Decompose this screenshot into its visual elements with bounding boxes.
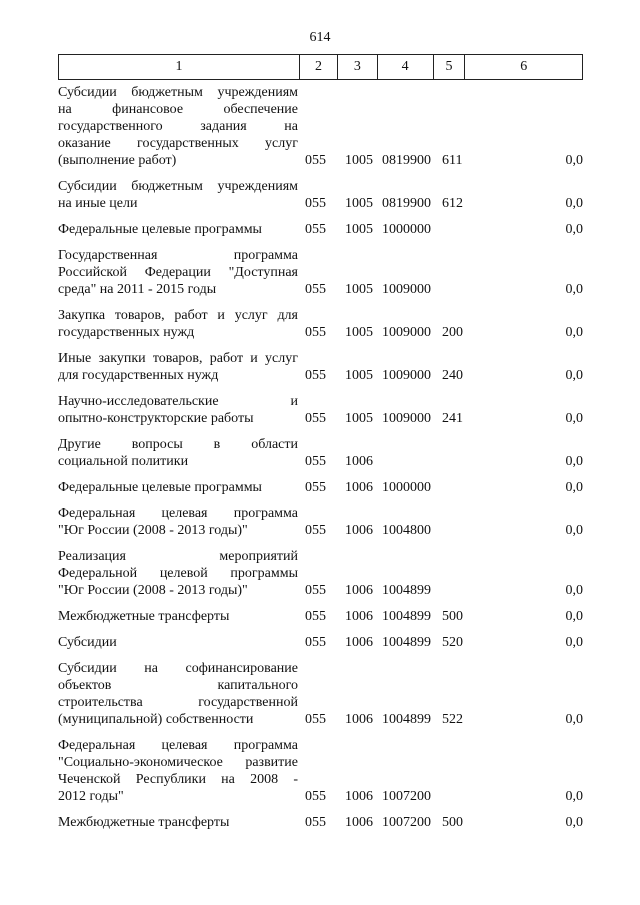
description-line: для государственных нужд	[58, 368, 219, 383]
description-line: Федеральная целевая программа	[58, 738, 298, 753]
description-line: социальной политики	[58, 454, 189, 469]
header-col-5: 5	[434, 55, 466, 79]
table-row	[0, 307, 640, 341]
section-code: 1005	[345, 153, 373, 168]
chapter-code: 055	[305, 153, 326, 168]
table-row	[0, 221, 640, 238]
row-description	[58, 350, 298, 384]
description-line: Субсидии	[58, 635, 117, 650]
expense-type-code: 200	[442, 325, 463, 340]
description-line: "Юг России (2008 - 2013 годы)"	[58, 523, 248, 538]
description-line: строительства государственной	[58, 695, 298, 710]
description-line: Субсидии на софинансирование	[58, 661, 298, 676]
section-code: 1006	[345, 523, 373, 538]
expense-type-code: 611	[442, 153, 463, 168]
amount: 0,0	[565, 411, 583, 426]
row-description	[58, 84, 298, 169]
expense-type-code: 520	[442, 635, 463, 650]
description-line: государственных нужд	[58, 325, 195, 340]
chapter-code: 055	[305, 368, 326, 383]
chapter-code: 055	[305, 815, 326, 830]
target-code: 0819900	[382, 196, 431, 211]
section-code: 1005	[345, 222, 373, 237]
row-description	[58, 221, 298, 238]
description-line: Государственная программа	[58, 248, 298, 263]
section-code: 1006	[345, 815, 373, 830]
table-row	[0, 247, 640, 298]
row-description	[58, 608, 298, 625]
target-code: 1009000	[382, 325, 431, 340]
description-line: Федеральные целевые программы	[58, 480, 262, 495]
target-code: 1004899	[382, 583, 431, 598]
section-code: 1006	[345, 609, 373, 624]
chapter-code: 055	[305, 789, 326, 804]
section-code: 1006	[345, 635, 373, 650]
section-code: 1006	[345, 789, 373, 804]
description-line: Чеченской Республики на 2008 -	[58, 772, 298, 787]
section-code: 1006	[345, 454, 373, 469]
target-code: 1000000	[382, 222, 431, 237]
description-line: (муниципальной) собственности	[58, 712, 254, 727]
amount: 0,0	[565, 712, 583, 727]
amount: 0,0	[565, 454, 583, 469]
header-col-2: 2	[300, 55, 338, 79]
description-line: опытно-конструкторские работы	[58, 411, 254, 426]
amount: 0,0	[565, 368, 583, 383]
row-description	[58, 548, 298, 599]
description-line: Закупка товаров, работ и услуг для	[58, 308, 298, 323]
chapter-code: 055	[305, 712, 326, 727]
chapter-code: 055	[305, 196, 326, 211]
amount: 0,0	[565, 480, 583, 495]
chapter-code: 055	[305, 325, 326, 340]
expense-type-code: 500	[442, 609, 463, 624]
header-col-4: 4	[378, 55, 434, 79]
section-code: 1006	[345, 480, 373, 495]
description-line: Субсидии бюджетным учреждениям	[58, 85, 298, 100]
description-line: Федеральная целевая программа	[58, 506, 298, 521]
row-description	[58, 814, 298, 831]
expense-type-code: 240	[442, 368, 463, 383]
row-description	[58, 505, 298, 539]
description-line: Федеральные целевые программы	[58, 222, 262, 237]
chapter-code: 055	[305, 454, 326, 469]
amount: 0,0	[565, 635, 583, 650]
table-header	[58, 54, 583, 80]
description-line: объектов капитального	[58, 678, 298, 693]
table-row	[0, 393, 640, 427]
page-number: 614	[309, 30, 331, 45]
description-line: государственного задания на	[58, 119, 298, 134]
expense-type-code: 241	[442, 411, 463, 426]
amount: 0,0	[565, 153, 583, 168]
description-line: Субсидии бюджетным учреждениям	[58, 179, 298, 194]
row-description	[58, 436, 298, 470]
section-code: 1006	[345, 712, 373, 727]
table-row	[0, 178, 640, 212]
section-code: 1005	[345, 196, 373, 211]
amount: 0,0	[565, 523, 583, 538]
description-line: Российской Федерации "Доступная	[58, 265, 298, 280]
chapter-code: 055	[305, 609, 326, 624]
table-row	[0, 814, 640, 831]
row-description	[58, 393, 298, 427]
chapter-code: 055	[305, 480, 326, 495]
target-code: 1009000	[382, 411, 431, 426]
target-code: 1004899	[382, 712, 431, 727]
description-line: Реализация мероприятий	[58, 549, 298, 564]
target-code: 1004800	[382, 523, 431, 538]
description-line: (выполнение работ)	[58, 153, 177, 168]
section-code: 1005	[345, 325, 373, 340]
row-description	[58, 178, 298, 212]
description-line: "Социально-экономическое развитие	[58, 755, 298, 770]
description-line: Научно-исследовательские и	[58, 394, 298, 409]
description-line: среда" на 2011 - 2015 годы	[58, 282, 217, 297]
description-line: на финансовое обеспечение	[58, 102, 298, 117]
row-description	[58, 479, 298, 496]
description-line: на иные цели	[58, 196, 138, 211]
table-body	[0, 84, 640, 840]
table-row	[0, 505, 640, 539]
target-code: 1009000	[382, 368, 431, 383]
header-col-3: 3	[338, 55, 378, 79]
target-code: 1009000	[382, 282, 431, 297]
table-row	[0, 737, 640, 805]
chapter-code: 055	[305, 523, 326, 538]
row-description	[58, 247, 298, 298]
amount: 0,0	[565, 583, 583, 598]
table-row	[0, 436, 640, 470]
row-description	[58, 737, 298, 805]
section-code: 1005	[345, 411, 373, 426]
description-line: Федеральной целевой программы	[58, 566, 298, 581]
chapter-code: 055	[305, 635, 326, 650]
section-code: 1005	[345, 368, 373, 383]
chapter-code: 055	[305, 411, 326, 426]
table-row	[0, 548, 640, 599]
expense-type-code: 522	[442, 712, 463, 727]
expense-type-code: 612	[442, 196, 463, 211]
chapter-code: 055	[305, 282, 326, 297]
amount: 0,0	[565, 196, 583, 211]
table-row	[0, 479, 640, 496]
amount: 0,0	[565, 609, 583, 624]
header-col-1: 1	[59, 55, 300, 79]
amount: 0,0	[565, 282, 583, 297]
expense-type-code: 500	[442, 815, 463, 830]
table-row	[0, 608, 640, 625]
header-col-6: 6	[520, 59, 528, 74]
target-code: 0819900	[382, 153, 431, 168]
description-line: оказание государственных услуг	[58, 136, 298, 151]
target-code: 1004899	[382, 609, 431, 624]
row-description	[58, 634, 298, 651]
description-line: "Юг России (2008 - 2013 годы)"	[58, 583, 248, 598]
chapter-code: 055	[305, 583, 326, 598]
target-code: 1007200	[382, 815, 431, 830]
table-row	[0, 84, 640, 169]
amount: 0,0	[565, 325, 583, 340]
amount: 0,0	[565, 789, 583, 804]
section-code: 1005	[345, 282, 373, 297]
target-code: 1004899	[382, 635, 431, 650]
target-code: 1000000	[382, 480, 431, 495]
amount: 0,0	[565, 815, 583, 830]
table-row	[0, 660, 640, 728]
description-line: Межбюджетные трансферты	[58, 815, 230, 830]
amount: 0,0	[565, 222, 583, 237]
description-line: Другие вопросы в области	[58, 437, 298, 452]
description-line: Иные закупки товаров, работ и услуг	[58, 351, 298, 366]
table-row	[0, 634, 640, 651]
table-row	[0, 350, 640, 384]
description-line: Межбюджетные трансферты	[58, 609, 230, 624]
row-description	[58, 307, 298, 341]
section-code: 1006	[345, 583, 373, 598]
description-line: 2012 годы"	[58, 789, 124, 804]
target-code: 1007200	[382, 789, 431, 804]
chapter-code: 055	[305, 222, 326, 237]
row-description	[58, 660, 298, 728]
